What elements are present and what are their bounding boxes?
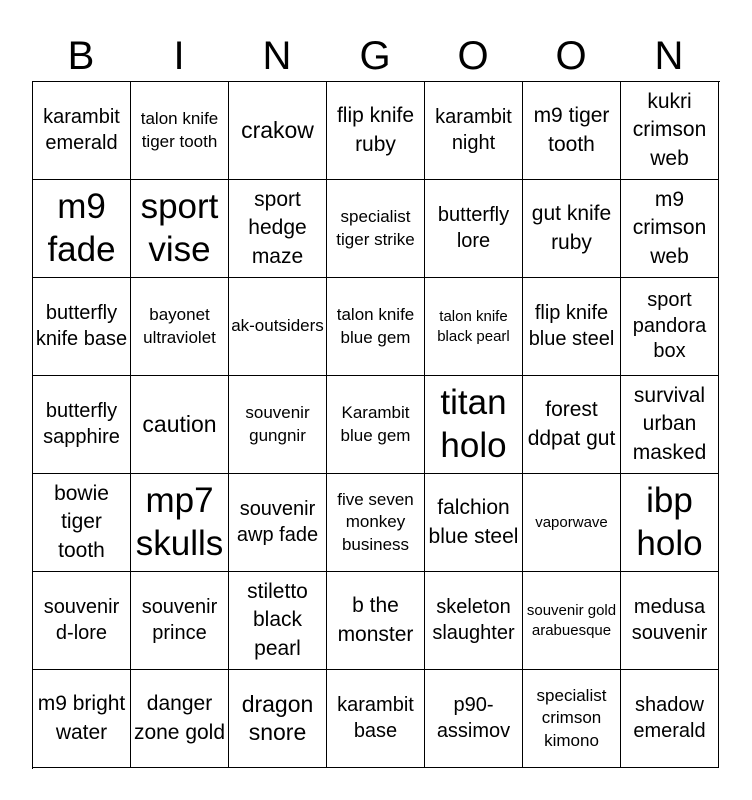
cell-label: specialist crimson kimono (536, 686, 607, 750)
bingo-cell[interactable] (33, 474, 131, 572)
cell-label: butterfly knife base (35, 302, 128, 350)
bingo-cell[interactable] (621, 670, 719, 768)
cell-label: shadow emerald (633, 694, 706, 742)
cell-label: bowie tiger tooth (54, 481, 109, 562)
cell-label: mp7 skulls (135, 480, 224, 563)
cell-label: bayonet ultraviolet (143, 305, 216, 347)
cell-label: crakow (241, 116, 314, 143)
cell-label: m9 tiger tooth (533, 104, 610, 156)
cell-label: souvenir prince (141, 596, 218, 644)
header-letter-i: I (173, 34, 185, 78)
header-letter-o: O (457, 34, 489, 78)
cell-label: m9 crimson web (632, 187, 707, 268)
cell-label: sport hedge maze (248, 187, 307, 268)
bingo-cell[interactable] (425, 572, 523, 670)
bingo-cell[interactable] (229, 82, 327, 180)
bingo-cell[interactable] (229, 670, 327, 768)
cell-label: specialist tiger strike (336, 207, 415, 249)
cell-label: survival urban masked (632, 383, 707, 464)
cell-label: forest ddpat gut (527, 398, 616, 450)
header-letter-g: G (359, 34, 391, 78)
bingo-cell[interactable] (327, 180, 425, 278)
bingo-cell[interactable] (229, 572, 327, 670)
bingo-cell[interactable] (621, 474, 719, 572)
cell-label: souvenir d-lore (43, 596, 120, 644)
cell-label: flip knife ruby (336, 104, 415, 156)
cell-label: sport pandora box (632, 289, 707, 363)
bingo-cell[interactable] (131, 670, 229, 768)
bingo-cell[interactable] (425, 278, 523, 376)
bingo-cell[interactable] (621, 376, 719, 474)
cell-label: stiletto black pearl (247, 579, 308, 660)
cell-label: danger zone gold (133, 692, 226, 744)
cell-label: five seven monkey business (337, 490, 414, 554)
bingo-cell[interactable] (621, 572, 719, 670)
header-letter-n-2: N (654, 34, 684, 78)
cell-label: talon knife tiger tooth (140, 109, 219, 151)
bingo-cell[interactable] (621, 278, 719, 376)
bingo-cell[interactable] (523, 278, 621, 376)
bingo-cell[interactable] (327, 474, 425, 572)
cell-label: butterfly lore (437, 204, 510, 252)
cell-label: p90-assimov (436, 694, 511, 742)
cell-label: souvenir gold arabuesque (526, 602, 617, 639)
bingo-cell[interactable] (425, 474, 523, 572)
cell-label: karambit base (337, 694, 414, 742)
bingo-cell[interactable] (523, 474, 621, 572)
bingo-cell[interactable] (425, 376, 523, 474)
bingo-cell[interactable] (131, 278, 229, 376)
bingo-cell[interactable] (621, 180, 719, 278)
bingo-cell[interactable] (523, 670, 621, 768)
bingo-cell[interactable] (229, 474, 327, 572)
bingo-cell[interactable] (621, 82, 719, 180)
bingo-cell[interactable] (229, 278, 327, 376)
cell-label: souvenir awp fade (236, 498, 319, 546)
bingo-cell[interactable] (523, 82, 621, 180)
bingo-board (32, 81, 720, 769)
bingo-cell[interactable] (131, 474, 229, 572)
bingo-cell[interactable] (327, 82, 425, 180)
cell-label: flip knife blue steel (528, 302, 615, 350)
bingo-cell[interactable] (33, 278, 131, 376)
bingo-cell[interactable] (523, 180, 621, 278)
cell-label: caution (142, 410, 217, 437)
bingo-cell[interactable] (327, 278, 425, 376)
bingo-cell[interactable] (327, 670, 425, 768)
bingo-cell[interactable] (33, 670, 131, 768)
cell-label: talon knife blue gem (336, 305, 415, 347)
cell-label: medusa souvenir (631, 596, 708, 644)
cell-label: ibp holo (636, 480, 703, 563)
bingo-cell[interactable] (33, 180, 131, 278)
bingo-cell[interactable] (523, 572, 621, 670)
cell-label: dragon snore (241, 690, 314, 745)
cell-label: skeleton slaughter (432, 596, 515, 644)
bingo-cell[interactable] (229, 180, 327, 278)
cell-label: m9 fade (47, 186, 116, 269)
cell-label: vaporwave (535, 513, 608, 531)
bingo-header (32, 30, 718, 82)
bingo-cell[interactable] (327, 572, 425, 670)
bingo-cell[interactable] (131, 376, 229, 474)
cell-label: gut knife ruby (531, 202, 612, 254)
bingo-cell[interactable] (33, 376, 131, 474)
bingo-cell[interactable] (33, 82, 131, 180)
cell-label: souvenir gungnir (245, 403, 310, 445)
cell-label: m9 bright water (37, 692, 126, 744)
cell-label: titan holo (440, 382, 507, 465)
bingo-cell[interactable] (33, 572, 131, 670)
cell-label: falchion blue steel (428, 496, 519, 548)
header-letter-b: B (67, 34, 95, 78)
bingo-cell[interactable] (425, 180, 523, 278)
bingo-cell[interactable] (523, 376, 621, 474)
cell-label: Karambit blue gem (340, 403, 411, 445)
cell-label: sport vise (140, 186, 219, 269)
cell-label: butterfly sapphire (43, 400, 120, 448)
cell-label: b the monster (337, 594, 414, 646)
bingo-cell[interactable] (425, 82, 523, 180)
header-letter-o-2: O (555, 34, 587, 78)
bingo-cell[interactable] (229, 376, 327, 474)
bingo-cell[interactable] (131, 180, 229, 278)
bingo-cell[interactable] (327, 376, 425, 474)
header-letter-n: N (262, 34, 292, 78)
bingo-cell[interactable] (425, 670, 523, 768)
cell-label: karambit night (435, 106, 512, 154)
bingo-cell[interactable] (131, 572, 229, 670)
cell-label: ak-outsiders (231, 316, 324, 336)
cell-label: talon knife black pearl (437, 308, 510, 345)
cell-label: kukri crimson web (632, 89, 707, 170)
cell-label: karambit emerald (43, 106, 120, 154)
bingo-cell[interactable] (131, 82, 229, 180)
